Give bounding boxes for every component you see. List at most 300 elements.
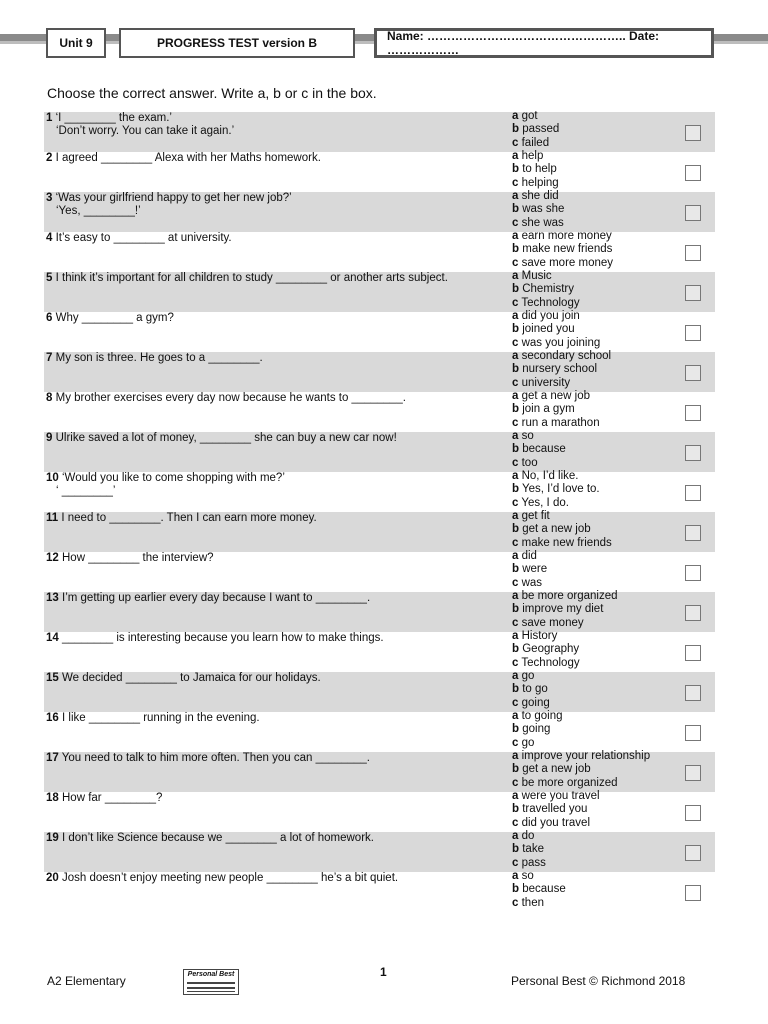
option-letter: c xyxy=(512,656,519,669)
answer-box[interactable] xyxy=(685,765,701,781)
answer-box[interactable] xyxy=(685,845,701,861)
option-letter: c xyxy=(512,176,519,189)
option-b xyxy=(512,283,702,296)
question-number: 14 xyxy=(46,632,59,644)
option-c xyxy=(512,377,702,390)
option-letter: a xyxy=(512,710,519,722)
question-line-1: ________ is interesting because you learn how to make things. xyxy=(62,632,384,644)
option-letter: c xyxy=(512,576,519,589)
question-line-1: How far ________? xyxy=(62,792,163,804)
option-text: were xyxy=(522,563,548,576)
option-c xyxy=(512,177,702,190)
question-row xyxy=(44,312,715,352)
question-number: 7 xyxy=(46,352,53,364)
answer-options xyxy=(512,350,702,390)
option-text: Technology xyxy=(521,296,580,309)
option-text: got xyxy=(521,110,538,122)
option-text: make new friends xyxy=(522,243,613,256)
option-letter: a xyxy=(512,230,519,242)
option-c xyxy=(512,737,702,750)
question-number: 2 xyxy=(46,152,53,164)
answer-box[interactable] xyxy=(685,645,701,661)
question-line-1: You need to talk to him more often. Then you can ________. xyxy=(61,752,370,764)
option-text: Yes, I do. xyxy=(521,496,569,509)
option-text: make new friends xyxy=(521,536,612,549)
question-number: 11 xyxy=(46,512,59,524)
option-text: pass xyxy=(521,856,546,869)
option-letter: b xyxy=(512,363,520,376)
option-text: did you travel xyxy=(521,816,591,829)
question-number: 15 xyxy=(46,672,59,684)
option-a xyxy=(512,790,702,803)
option-text: she did xyxy=(521,190,559,202)
option-letter: b xyxy=(512,843,520,856)
option-text: earn more money xyxy=(521,230,612,242)
page-number: 1 xyxy=(380,965,387,979)
question-row xyxy=(44,632,715,672)
question-number: 6 xyxy=(46,312,53,324)
option-b xyxy=(512,403,702,416)
option-letter: a xyxy=(512,270,519,282)
option-text: No, I’d like. xyxy=(521,470,579,482)
option-a xyxy=(512,470,702,483)
option-letter: b xyxy=(512,683,520,696)
question-list xyxy=(44,112,715,912)
answer-options xyxy=(512,710,702,750)
question-text xyxy=(46,472,506,498)
option-b xyxy=(512,523,702,536)
question-text xyxy=(46,272,506,285)
option-text: so xyxy=(521,870,534,882)
option-b xyxy=(512,683,702,696)
option-letter: b xyxy=(512,323,520,336)
option-c xyxy=(512,217,702,230)
option-text: to help xyxy=(522,163,557,176)
option-letter: a xyxy=(512,390,519,402)
question-line-1: My son is three. He goes to a ________. xyxy=(55,352,263,364)
question-text xyxy=(46,312,506,325)
question-text xyxy=(46,752,506,765)
answer-box[interactable] xyxy=(685,285,701,301)
option-text: joined you xyxy=(522,323,575,336)
question-row xyxy=(44,232,715,272)
question-row xyxy=(44,512,715,552)
option-text: university xyxy=(521,376,571,389)
option-c xyxy=(512,497,702,510)
option-text: Technology xyxy=(521,656,580,669)
question-number: 13 xyxy=(46,592,59,604)
question-number: 10 xyxy=(46,472,59,484)
question-number: 12 xyxy=(46,552,59,564)
question-row xyxy=(44,112,715,152)
option-b xyxy=(512,723,702,736)
unit-label: Unit 9 xyxy=(46,28,106,58)
option-a xyxy=(512,430,702,443)
option-letter: b xyxy=(512,523,520,536)
option-c xyxy=(512,577,702,590)
option-letter: b xyxy=(512,283,520,296)
question-line-1: I need to ________. Then I can earn more money. xyxy=(61,512,317,524)
option-letter: c xyxy=(512,816,519,829)
option-letter: c xyxy=(512,896,519,909)
question-line-1: Josh doesn’t enjoy meeting new people ________ he’s a bit quiet. xyxy=(62,872,399,884)
option-text: did xyxy=(521,550,537,562)
question-number: 5 xyxy=(46,272,53,284)
question-text xyxy=(46,832,506,845)
answer-options xyxy=(512,110,702,150)
question-row xyxy=(44,152,715,192)
question-line-1: It’s easy to ________ at university. xyxy=(55,232,232,244)
question-line-2: ‘ ________’ xyxy=(56,485,116,497)
question-text xyxy=(46,512,506,525)
option-letter: c xyxy=(512,376,519,389)
question-text xyxy=(46,112,506,138)
answer-options xyxy=(512,790,702,830)
answer-box[interactable] xyxy=(685,245,701,261)
question-line-2: ‘Yes, ________!’ xyxy=(56,205,141,217)
question-number: 3 xyxy=(46,192,53,204)
answer-options xyxy=(512,630,702,670)
answer-box[interactable] xyxy=(685,365,701,381)
option-a xyxy=(512,830,702,843)
question-line-1: We decided ________ to Jamaica for our holidays. xyxy=(62,672,321,684)
option-text: History xyxy=(521,630,558,642)
option-letter: a xyxy=(512,590,519,602)
option-text: Chemistry xyxy=(522,283,574,296)
option-b xyxy=(512,243,702,256)
question-line-2: ‘Don’t worry. You can take it again.’ xyxy=(56,125,235,137)
option-b xyxy=(512,203,702,216)
option-c xyxy=(512,137,702,150)
option-letter: b xyxy=(512,443,520,456)
option-letter: a xyxy=(512,470,519,482)
option-letter: c xyxy=(512,416,519,429)
question-line-1: I don’t like Science because we ________ a lot of homework. xyxy=(62,832,374,844)
option-letter: c xyxy=(512,696,519,709)
question-text xyxy=(46,672,506,685)
option-text: be more organized xyxy=(521,590,618,602)
answer-box[interactable] xyxy=(685,485,701,501)
option-a xyxy=(512,110,702,123)
option-a xyxy=(512,630,702,643)
answer-options xyxy=(512,230,702,270)
instruction: Choose the correct answer. Write a, b or c in the box. xyxy=(47,85,377,101)
option-text: because xyxy=(522,443,566,456)
option-a xyxy=(512,310,702,323)
question-line-1: I agreed ________ Alexa with her Maths homework. xyxy=(55,152,321,164)
question-line-1: My brother exercises every day now because he wants to ________. xyxy=(55,392,406,404)
option-b xyxy=(512,883,702,896)
answer-box[interactable] xyxy=(685,445,701,461)
question-row xyxy=(44,352,715,392)
question-row xyxy=(44,752,715,792)
option-letter: b xyxy=(512,243,520,256)
option-text: get a new job xyxy=(522,523,591,536)
option-letter: b xyxy=(512,203,520,216)
question-number: 17 xyxy=(46,752,59,764)
option-text: to going xyxy=(521,710,563,722)
question-row xyxy=(44,592,715,632)
option-text: Music xyxy=(521,270,552,282)
option-letter: b xyxy=(512,163,520,176)
option-c xyxy=(512,777,702,790)
answer-options xyxy=(512,150,702,190)
option-b xyxy=(512,603,702,616)
option-a xyxy=(512,590,702,603)
option-text: to go xyxy=(522,683,548,696)
option-letter: b xyxy=(512,403,520,416)
option-a xyxy=(512,870,702,883)
option-text: take xyxy=(522,843,544,856)
option-c xyxy=(512,657,702,670)
option-c xyxy=(512,817,702,830)
question-text xyxy=(46,392,506,405)
option-letter: c xyxy=(512,256,519,269)
option-letter: c xyxy=(512,136,519,149)
option-letter: c xyxy=(512,496,519,509)
option-b xyxy=(512,643,702,656)
option-letter: b xyxy=(512,483,520,496)
option-c xyxy=(512,417,702,430)
question-line-1: Why ________ a gym? xyxy=(55,312,174,324)
option-letter: c xyxy=(512,216,519,229)
question-line-1: ‘Was your girlfriend happy to get her new job?’ xyxy=(55,192,292,204)
answer-options xyxy=(512,310,702,350)
option-a xyxy=(512,190,702,203)
question-line-1: ‘I ________ the exam.’ xyxy=(55,112,172,124)
option-letter: b xyxy=(512,643,520,656)
option-a xyxy=(512,750,702,763)
option-text: do xyxy=(521,830,535,842)
option-text: go xyxy=(521,670,535,682)
option-b xyxy=(512,123,702,136)
option-b xyxy=(512,803,702,816)
question-row xyxy=(44,552,715,592)
question-line-1: Ulrike saved a lot of money, ________ she can buy a new car now! xyxy=(55,432,397,444)
answer-box[interactable] xyxy=(685,525,701,541)
option-letter: b xyxy=(512,883,520,896)
question-text xyxy=(46,712,506,725)
option-text: Yes, I’d love to. xyxy=(522,483,600,496)
option-a xyxy=(512,150,702,163)
question-number: 20 xyxy=(46,872,59,884)
question-number: 18 xyxy=(46,792,59,804)
question-row xyxy=(44,792,715,832)
option-letter: c xyxy=(512,336,519,349)
option-c xyxy=(512,857,702,870)
option-b xyxy=(512,323,702,336)
option-letter: b xyxy=(512,563,520,576)
option-text: passed xyxy=(522,123,560,136)
option-letter: a xyxy=(512,630,519,642)
option-text: then xyxy=(521,896,544,909)
option-b xyxy=(512,363,702,376)
answer-options xyxy=(512,830,702,870)
footer-level: A2 Elementary xyxy=(47,974,126,988)
option-letter: a xyxy=(512,870,519,882)
answer-options xyxy=(512,670,702,710)
option-letter: b xyxy=(512,723,520,736)
option-b xyxy=(512,763,702,776)
option-letter: b xyxy=(512,763,520,776)
question-text xyxy=(46,232,506,245)
option-a xyxy=(512,350,702,363)
answer-options xyxy=(512,470,702,510)
question-text xyxy=(46,432,506,445)
answer-box[interactable] xyxy=(685,205,701,221)
answer-options xyxy=(512,550,702,590)
option-c xyxy=(512,297,702,310)
option-text: so xyxy=(521,430,534,442)
option-text: helping xyxy=(521,176,559,189)
question-row xyxy=(44,832,715,872)
question-line-1: I’m getting up earlier every day because I want to ________. xyxy=(62,592,371,604)
option-text: get fit xyxy=(521,510,550,522)
option-text: run a marathon xyxy=(521,416,600,429)
question-line-1: How ________ the interview? xyxy=(62,552,214,564)
option-text: failed xyxy=(521,136,550,149)
answer-options xyxy=(512,390,702,430)
option-text: going xyxy=(521,696,550,709)
question-row xyxy=(44,872,715,912)
option-b xyxy=(512,483,702,496)
question-text xyxy=(46,792,506,805)
option-b xyxy=(512,843,702,856)
question-number: 16 xyxy=(46,712,59,724)
answer-box[interactable] xyxy=(685,805,701,821)
option-letter: a xyxy=(512,150,519,162)
answer-box[interactable] xyxy=(685,685,701,701)
option-text: going xyxy=(522,723,551,736)
question-row xyxy=(44,272,715,312)
answer-box[interactable] xyxy=(685,565,701,581)
question-text xyxy=(46,192,506,218)
option-text: join a gym xyxy=(522,403,575,416)
option-letter: b xyxy=(512,603,520,616)
answer-options xyxy=(512,270,702,310)
question-text xyxy=(46,152,506,165)
option-a xyxy=(512,670,702,683)
option-c xyxy=(512,897,702,910)
question-text xyxy=(46,592,506,605)
option-text: did you join xyxy=(521,310,580,322)
answer-box[interactable] xyxy=(685,405,701,421)
option-letter: a xyxy=(512,750,519,762)
option-letter: c xyxy=(512,736,519,749)
answer-options xyxy=(512,750,702,790)
question-number: 1 xyxy=(46,112,53,124)
option-text: secondary school xyxy=(521,350,612,362)
option-letter: a xyxy=(512,830,519,842)
option-letter: c xyxy=(512,456,519,469)
option-b xyxy=(512,443,702,456)
answer-box[interactable] xyxy=(685,325,701,341)
answer-box[interactable] xyxy=(685,125,701,141)
question-row xyxy=(44,392,715,432)
option-text: help xyxy=(521,150,544,162)
option-a xyxy=(512,510,702,523)
option-text: improve my diet xyxy=(522,603,604,616)
option-c xyxy=(512,537,702,550)
question-text xyxy=(46,632,506,645)
option-a xyxy=(512,710,702,723)
option-a xyxy=(512,390,702,403)
option-letter: a xyxy=(512,310,519,322)
option-letter: b xyxy=(512,123,520,136)
question-row xyxy=(44,712,715,752)
option-c xyxy=(512,617,702,630)
personal-best-logo: Personal Best xyxy=(183,969,239,995)
question-text xyxy=(46,352,506,365)
option-b xyxy=(512,163,702,176)
test-title: PROGRESS TEST version B xyxy=(119,28,355,58)
question-line-1: I think it’s important for all children to study ________ or another arts subject. xyxy=(55,272,448,284)
option-letter: c xyxy=(512,296,519,309)
option-letter: c xyxy=(512,536,519,549)
option-a xyxy=(512,270,702,283)
question-row xyxy=(44,432,715,472)
option-letter: a xyxy=(512,790,519,802)
option-c xyxy=(512,697,702,710)
answer-options xyxy=(512,510,702,550)
option-text: save more money xyxy=(521,256,614,269)
option-text: get a new job xyxy=(521,390,591,402)
option-text: go xyxy=(521,736,535,749)
footer-copyright: Personal Best © Richmond 2018 xyxy=(511,974,686,988)
question-number: 4 xyxy=(46,232,53,244)
name-date-field[interactable]: Name: ………………………………………….. Date: ……………… xyxy=(374,28,714,58)
answer-options xyxy=(512,190,702,230)
option-text: too xyxy=(521,456,538,469)
answer-options xyxy=(512,430,702,470)
option-letter: a xyxy=(512,670,519,682)
option-text: travelled you xyxy=(522,803,588,816)
option-b xyxy=(512,563,702,576)
option-text: be more organized xyxy=(521,776,618,789)
option-letter: b xyxy=(512,803,520,816)
option-text: get a new job xyxy=(522,763,591,776)
option-a xyxy=(512,550,702,563)
answer-box[interactable] xyxy=(685,885,701,901)
option-text: nursery school xyxy=(522,363,598,376)
answer-options xyxy=(512,870,702,910)
option-letter: a xyxy=(512,430,519,442)
option-text: because xyxy=(522,883,566,896)
answer-box[interactable] xyxy=(685,165,701,181)
option-text: was xyxy=(521,576,543,589)
option-letter: a xyxy=(512,190,519,202)
option-c xyxy=(512,257,702,270)
option-text: was you joining xyxy=(521,336,601,349)
option-a xyxy=(512,230,702,243)
option-letter: c xyxy=(512,616,519,629)
option-c xyxy=(512,457,702,470)
option-letter: a xyxy=(512,350,519,362)
option-letter: c xyxy=(512,776,519,789)
option-letter: a xyxy=(512,550,519,562)
answer-options xyxy=(512,590,702,630)
question-line-1: I like ________ running in the evening. xyxy=(62,712,260,724)
answer-box[interactable] xyxy=(685,725,701,741)
answer-box[interactable] xyxy=(685,605,701,621)
option-letter: a xyxy=(512,110,519,122)
question-row xyxy=(44,672,715,712)
question-number: 8 xyxy=(46,392,53,404)
question-number: 19 xyxy=(46,832,59,844)
option-text: save money xyxy=(521,616,584,629)
question-row xyxy=(44,192,715,232)
question-line-1: ‘Would you like to come shopping with me?’ xyxy=(62,472,285,484)
